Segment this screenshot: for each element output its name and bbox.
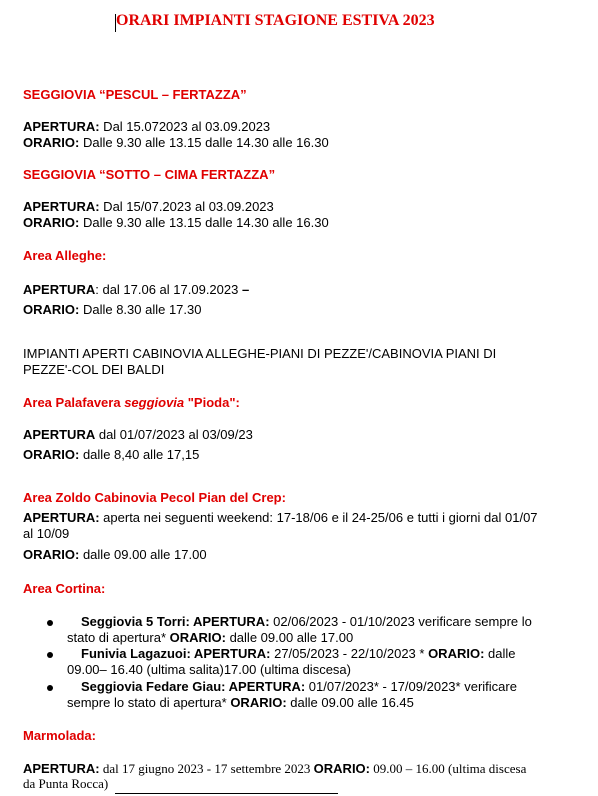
alleghe-apertura xyxy=(23,282,249,298)
apertura-value: 27/05/2023 - 22/10/2023 * xyxy=(270,646,429,661)
item-cont: 09.00– 16.40 (ultima salita)17.00 (ultima discesa) xyxy=(67,662,351,677)
apertura-value: Dal 15/07.2023 al 03.09.2023 xyxy=(99,199,274,214)
apertura-label: APERTURA: xyxy=(190,646,271,661)
heading-italic-part: seggiovia xyxy=(124,395,185,410)
zoldo-apertura-cont: al 10/09 xyxy=(23,526,70,541)
heading-palafavera xyxy=(23,395,240,410)
alleghe-note-line1: IMPIANTI APERTI CABINOVIA ALLEGHE-PIANI DI PEZZE'/CABINOVIA PIANI DI xyxy=(23,346,497,361)
item-cont: sempre lo stato di apertura* xyxy=(67,695,231,710)
cortina-item-5-torri xyxy=(67,614,577,646)
item-line xyxy=(67,679,577,695)
zoldo-orario xyxy=(23,547,207,563)
orario-value: dalle 09.00 alle 17.00 xyxy=(225,630,354,645)
orario-label: ORARIO: xyxy=(23,547,80,562)
orario-value: Dalle 9.30 alle 13.15 dalle 14.30 alle 16.30 xyxy=(79,215,329,230)
item-name: Funivia Lagazuoi: xyxy=(81,646,191,661)
item-line xyxy=(67,646,577,662)
apertura-label: APERTURA: xyxy=(23,761,100,776)
apertura-value: dal 17 giugno 2023 - 17 settembre 2023 xyxy=(99,761,314,776)
orario-value: Dalle 8.30 alle 17.30 xyxy=(79,302,202,317)
heading-alleghe: Area Alleghe: xyxy=(23,248,107,263)
pescul-apertura xyxy=(23,119,270,135)
cortina-item-fedare-giau xyxy=(67,679,577,711)
alleghe-orario xyxy=(23,302,202,318)
orario-label: ORARIO: xyxy=(230,695,287,710)
palafavera-apertura xyxy=(23,427,253,443)
apertura-label: APERTURA xyxy=(23,282,96,297)
apertura-value: dal 01/07/2023 al 03/09/23 xyxy=(95,427,253,442)
orario-label: ORARIO: xyxy=(169,630,226,645)
heading-sotto: SEGGIOVIA “SOTTO – CIMA FERTAZZA” xyxy=(23,167,276,182)
orario-value: Dalle 9.30 alle 13.15 dalle 14.30 alle 16.30 xyxy=(79,135,329,150)
item-cont: stato di apertura* xyxy=(67,630,170,645)
item-name: Seggiovia 5 Torri: xyxy=(81,614,190,629)
orario-label: ORARIO: xyxy=(23,135,80,150)
page-divider xyxy=(115,793,338,794)
item-line xyxy=(67,630,577,646)
apertura-value: 01/07/2023* - 17/09/2023* verificare xyxy=(305,679,517,694)
orario-label: ORARIO: xyxy=(23,447,80,462)
apertura-dash: – xyxy=(241,282,250,297)
apertura-label: APERTURA: xyxy=(23,510,100,525)
apertura-label: APERTURA: xyxy=(225,679,306,694)
bullet-icon xyxy=(47,685,53,691)
item-line xyxy=(67,695,577,711)
apertura-label: APERTURA: xyxy=(23,119,100,134)
heading-part: Area Palafavera xyxy=(23,395,125,410)
orario-value: dalle 09.00 alle 16.45 xyxy=(286,695,414,710)
orario-value: dalle 09.00 alle 17.00 xyxy=(79,547,207,562)
apertura-value: Dal 15.072023 al 03.09.2023 xyxy=(99,119,271,134)
sotto-apertura xyxy=(23,199,274,215)
orario-value: 09.00 – 16.00 (ultima discesa xyxy=(370,761,527,776)
palafavera-orario xyxy=(23,447,199,463)
zoldo-apertura xyxy=(23,510,538,526)
heading-marmolada: Marmolada: xyxy=(23,728,96,743)
item-line xyxy=(67,614,577,630)
item-line xyxy=(67,662,577,678)
apertura-value: : dal 17.06 al 17.09.2023 xyxy=(95,282,242,297)
pescul-orario xyxy=(23,135,329,151)
bullet-icon xyxy=(47,652,53,658)
apertura-value: aperta nei seguenti weekend: 17-18/06 e il 24-25/06 e tutti i giorni dal 01/07 xyxy=(99,510,538,525)
document-title: ORARI IMPIANTI STAGIONE ESTIVA 2023 xyxy=(116,12,435,29)
orario-label: ORARIO: xyxy=(313,761,371,776)
alleghe-note-line2: PEZZE'-COL DEI BALDI xyxy=(23,362,165,377)
heading-cortina: Area Cortina: xyxy=(23,581,106,596)
apertura-label: APERTURA xyxy=(23,427,96,442)
sotto-orario xyxy=(23,215,329,231)
apertura-label: APERTURA: xyxy=(189,614,270,629)
orario-value: dalle 8,40 alle 17,15 xyxy=(79,447,200,462)
apertura-value: 02/06/2023 - 01/10/2023 verificare sempre lo xyxy=(269,614,532,629)
orario-label: ORARIO: xyxy=(23,302,80,317)
marmolada-cont: da Punta Rocca) xyxy=(23,776,109,791)
orario-value: dalle xyxy=(484,646,516,661)
heading-part: "Pioda": xyxy=(184,395,240,410)
orario-label: ORARIO: xyxy=(23,215,80,230)
heading-pescul: SEGGIOVIA “PESCUL – FERTAZZA” xyxy=(23,87,247,102)
cortina-item-lagazuoi xyxy=(67,646,577,678)
orario-label: ORARIO: xyxy=(428,646,485,661)
item-name: Seggiovia Fedare Giau: xyxy=(81,679,226,694)
apertura-label: APERTURA: xyxy=(23,199,100,214)
heading-zoldo: Area Zoldo Cabinovia Pecol Pian del Crep: xyxy=(23,490,286,505)
bullet-icon xyxy=(47,620,53,626)
